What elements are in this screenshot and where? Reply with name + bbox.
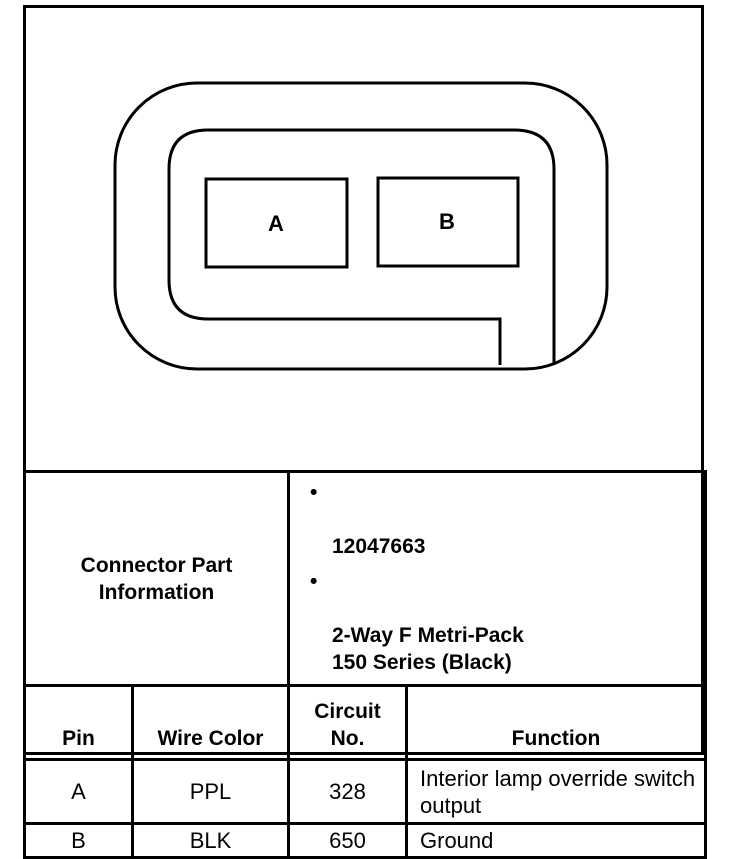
header-wire-color: Wire Color <box>133 686 289 760</box>
table-header-row <box>25 686 706 760</box>
connector-inner-cavity <box>169 130 554 365</box>
cell-circuit: 328 <box>289 760 407 824</box>
header-pin: Pin <box>25 686 133 760</box>
connector-face-diagram <box>26 8 701 470</box>
part-info-list <box>289 472 706 686</box>
part-info-item <box>310 479 704 560</box>
table-row <box>25 760 706 824</box>
cell-circuit: 650 <box>289 824 407 858</box>
part-info-row <box>25 472 706 686</box>
cell-function: Ground <box>407 824 706 858</box>
cell-wire-color: BLK <box>133 824 289 858</box>
part-info-item <box>310 568 704 676</box>
header-circuit-no: Circuit No. <box>289 686 407 760</box>
part-info-label: Connector Part Information <box>25 472 289 686</box>
pin-b-label: B <box>439 209 455 234</box>
header-function: Function <box>407 686 706 760</box>
connector-pinout-table <box>23 470 707 859</box>
cell-wire-color: PPL <box>133 760 289 824</box>
connector-diagram-frame <box>23 5 704 853</box>
part-number: 12047663 <box>332 535 426 558</box>
table-row <box>25 824 706 858</box>
bullet-icon: • <box>310 570 318 593</box>
cell-pin: A <box>25 760 133 824</box>
pin-a-label: A <box>268 211 284 236</box>
connector-type: 2-Way F Metri-Pack 150 Series (Black) <box>332 624 524 674</box>
connector-outer-housing <box>115 83 607 369</box>
connector-face-svg <box>26 8 701 470</box>
cell-function: Interior lamp override switch output <box>407 760 706 824</box>
bullet-icon: • <box>310 481 318 504</box>
cell-pin: B <box>25 824 133 858</box>
